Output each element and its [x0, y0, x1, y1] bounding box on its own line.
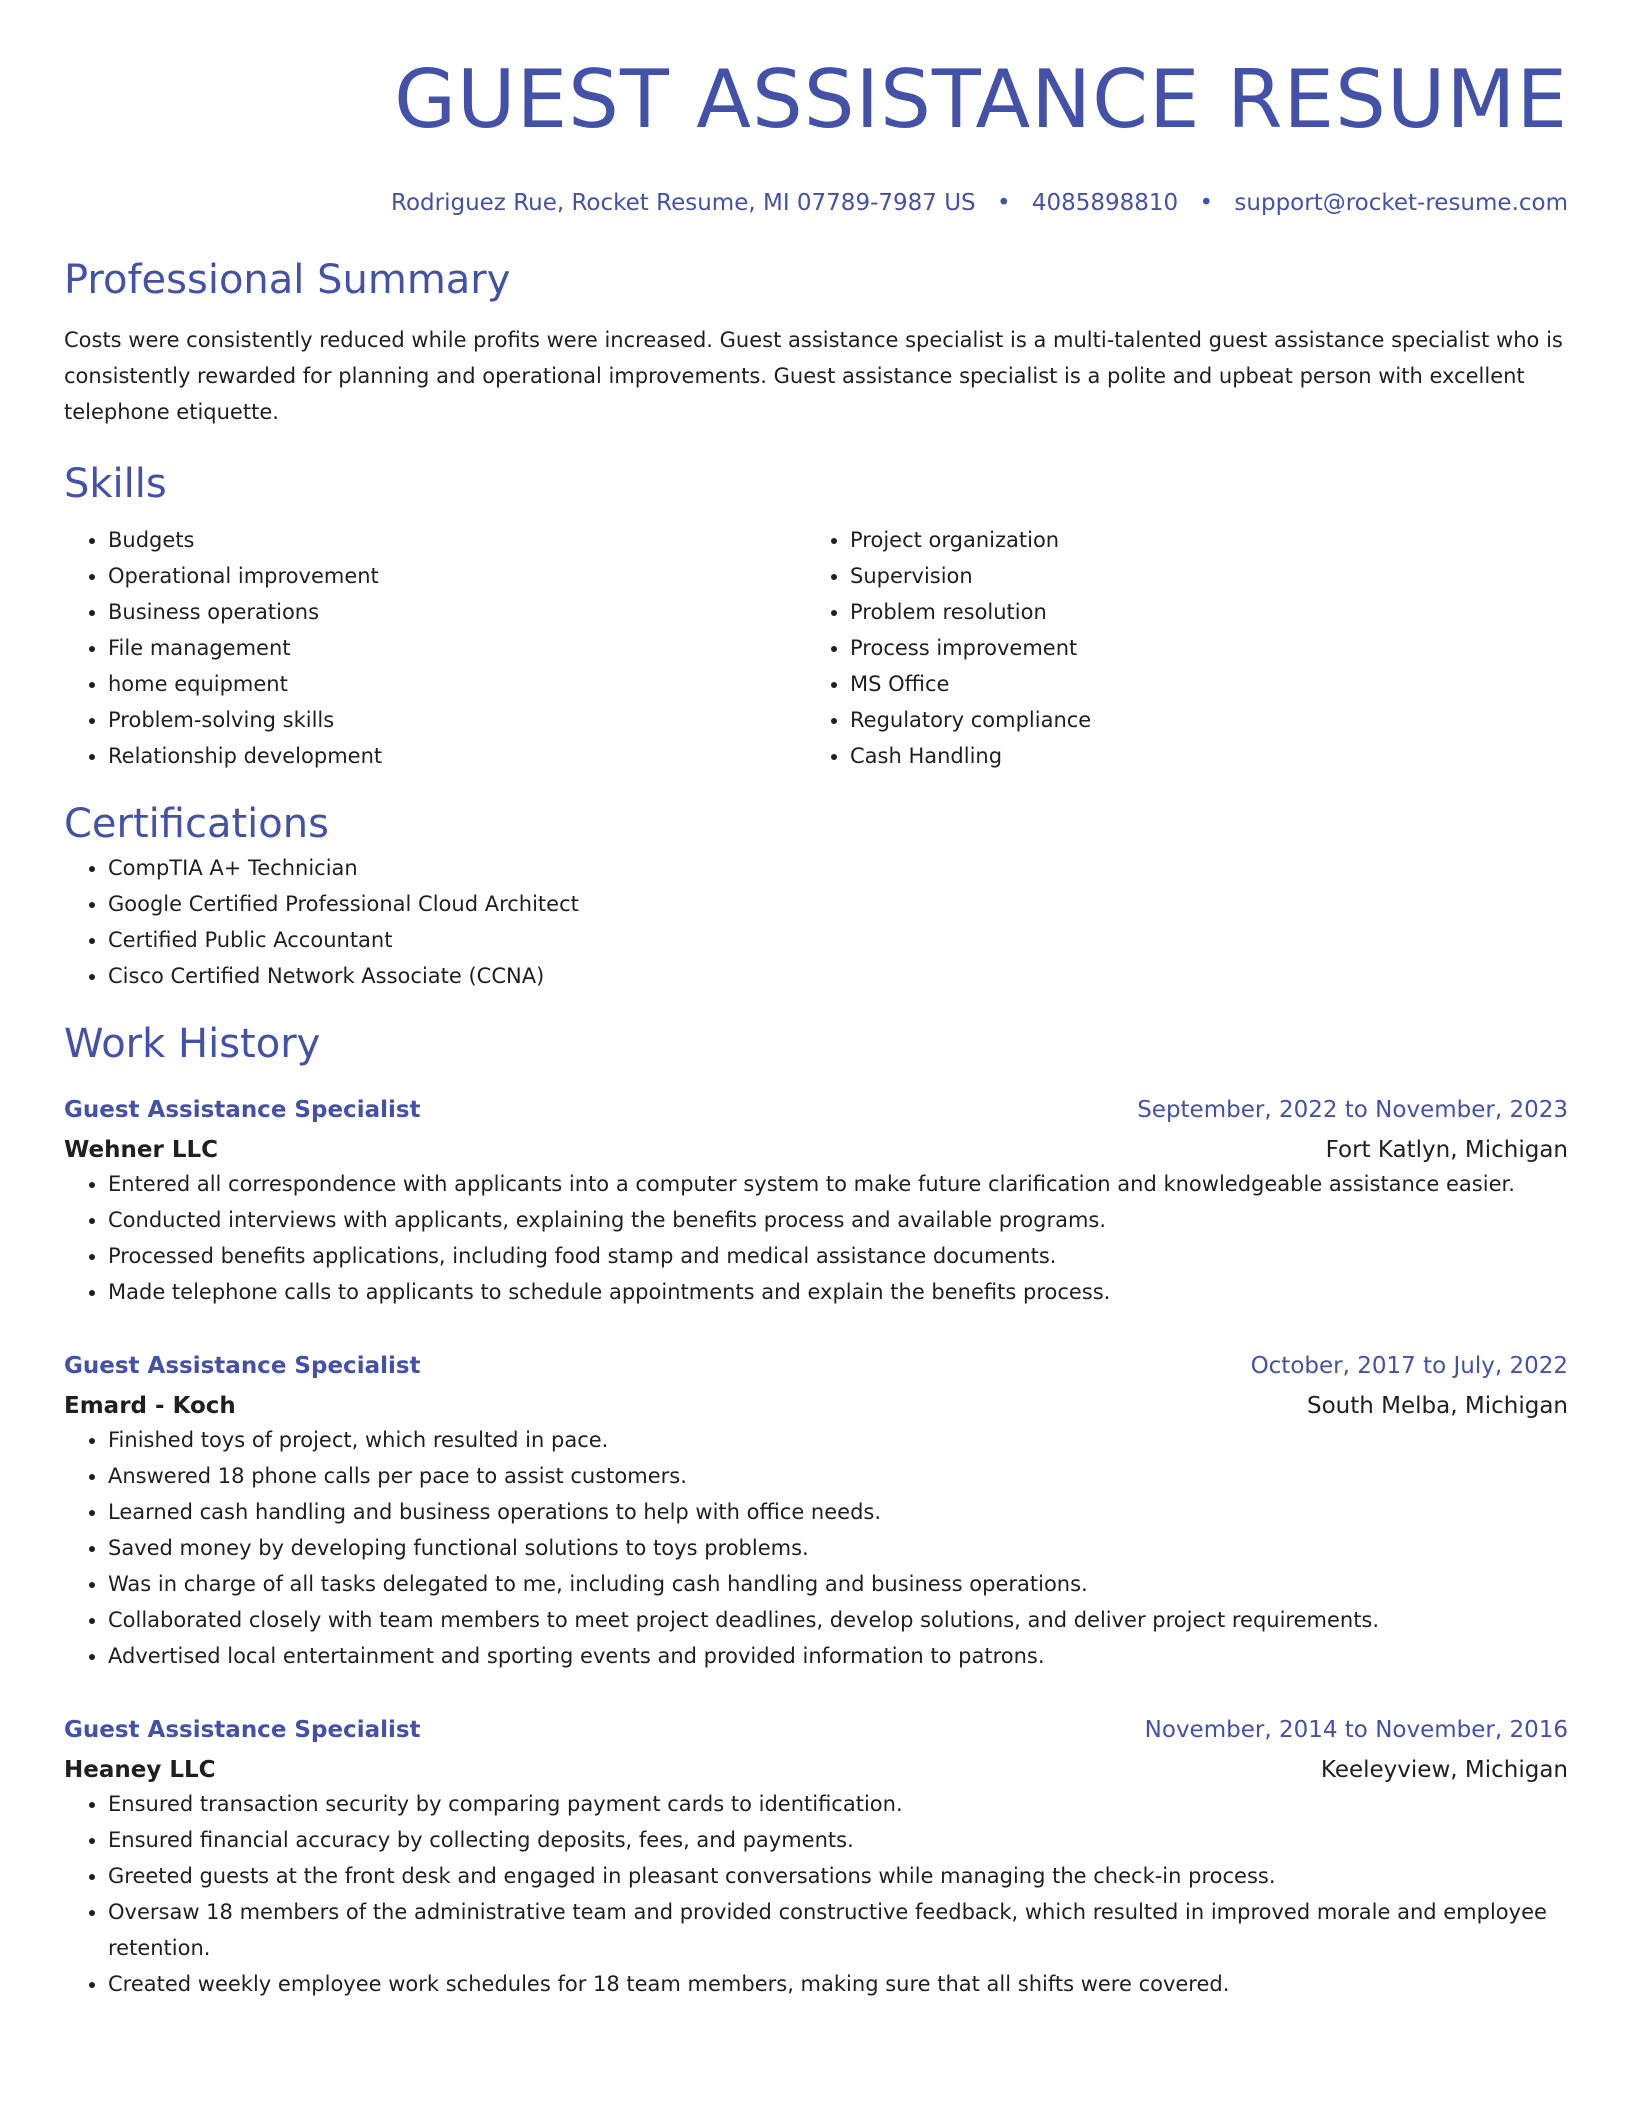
job-bullet: • Advertised local entertainment and sporting events and provided information to patrons. [108, 1638, 1568, 1674]
skills-grid [64, 522, 1568, 774]
skills-section [64, 458, 1568, 774]
job-header-row [64, 1714, 1568, 1746]
job-dates: September, 2022 to November, 2023 [1137, 1097, 1568, 1123]
job-location: South Melba, Michigan [1307, 1393, 1568, 1419]
job-title: Guest Assistance Specialist [64, 1717, 421, 1743]
skill-item: • Problem resolution [850, 594, 1548, 630]
certifications-section [64, 798, 1568, 994]
job-header-row [64, 1094, 1568, 1126]
job-entry [64, 1350, 1568, 1674]
certification-item: • Certified Public Accountant [108, 922, 1568, 958]
skill-item: • Cash Handling [850, 738, 1548, 774]
job-company: Wehner LLC [64, 1137, 219, 1163]
skill-item: • File management [108, 630, 806, 666]
job-bullet: • Greeted guests at the front desk and engaged in pleasant conversations while managing the check-in process. [108, 1858, 1568, 1894]
resume-header [64, 0, 1568, 218]
job-bullet: • Ensured financial accuracy by collecting deposits, fees, and payments. [108, 1822, 1568, 1858]
job-bullet: • Oversaw 18 members of the administrative team and provided constructive feedback, which resulted in improved morale and employee retention. [108, 1894, 1568, 1966]
job-location: Keeleyview, Michigan [1320, 1757, 1568, 1783]
job-title: Guest Assistance Specialist [64, 1097, 421, 1123]
job-company-row [64, 1134, 1568, 1166]
work-history-section [64, 1018, 1568, 2002]
certification-item: • Google Certified Professional Cloud Architect [108, 886, 1568, 922]
certification-item: • Cisco Certified Network Associate (CCNA) [108, 958, 1568, 994]
job-bullet: • Entered all correspondence with applicants into a computer system to make future clarification and knowledgeable assistance easier. [108, 1166, 1568, 1202]
skill-item: • Supervision [850, 558, 1548, 594]
skills-heading: Skills [64, 461, 167, 507]
certifications-list [64, 850, 1568, 994]
contact-address: Rodriguez Rue, Rocket Resume, MI 07789-7987 US [391, 190, 976, 216]
summary-heading: Professional Summary [64, 257, 511, 303]
skill-item: • Project organization [850, 522, 1548, 558]
contact-phone: 4085898810 [1031, 190, 1179, 216]
job-responsibilities [64, 1166, 1568, 1310]
job-bullet: • Ensured transaction security by comparing payment cards to identification. [108, 1786, 1568, 1822]
job-company-row [64, 1390, 1568, 1422]
contact-line [64, 188, 1568, 218]
job-entry [64, 1094, 1568, 1310]
skills-column-left [64, 522, 806, 774]
job-bullet: • Finished toys of project, which resulted in pace. [108, 1422, 1568, 1458]
skill-item: • Regulatory compliance [850, 702, 1548, 738]
job-responsibilities [64, 1422, 1568, 1674]
job-title: Guest Assistance Specialist [64, 1353, 421, 1379]
job-header-row [64, 1350, 1568, 1382]
contact-separator: • [1199, 190, 1214, 216]
job-company: Emard - Koch [64, 1393, 236, 1419]
job-bullet: • Conducted interviews with applicants, explaining the benefits process and available programs. [108, 1202, 1568, 1238]
job-bullet: • Processed benefits applications, including food stamp and medical assistance documents. [108, 1238, 1568, 1274]
job-dates: November, 2014 to November, 2016 [1144, 1717, 1568, 1743]
job-dates: October, 2017 to July, 2022 [1250, 1353, 1568, 1379]
work-history-heading: Work History [64, 1021, 321, 1067]
skill-item: • MS Office [850, 666, 1548, 702]
job-company-row [64, 1754, 1568, 1786]
skill-item: • home equipment [108, 666, 806, 702]
job-location: Fort Katlyn, Michigan [1325, 1137, 1568, 1163]
job-responsibilities [64, 1786, 1568, 2002]
contact-email: support@rocket-resume.com [1234, 190, 1568, 216]
professional-summary-section [64, 254, 1568, 430]
skill-item: • Problem-solving skills [108, 702, 806, 738]
job-bullet: • Collaborated closely with team members to meet project deadlines, develop solutions, and deliver project requirements. [108, 1602, 1568, 1638]
skill-item: • Relationship development [108, 738, 806, 774]
job-bullet: • Answered 18 phone calls per pace to assist customers. [108, 1458, 1568, 1494]
certification-item: • CompTIA A+ Technician [108, 850, 1568, 886]
job-entry [64, 1714, 1568, 2002]
skills-list-left [64, 522, 806, 774]
certifications-heading: Certifications [64, 801, 329, 847]
job-bullet: • Made telephone calls to applicants to schedule appointments and explain the benefits process. [108, 1274, 1568, 1310]
job-bullet: • Created weekly employee work schedules for 18 team members, making sure that all shifts were covered. [108, 1966, 1568, 2002]
skill-item: • Budgets [108, 522, 806, 558]
resume-title: GUEST ASSISTANCE RESUME [394, 53, 1568, 146]
contact-separator: • [996, 190, 1011, 216]
job-bullet: • Learned cash handling and business operations to help with office needs. [108, 1494, 1568, 1530]
job-company: Heaney LLC [64, 1757, 216, 1783]
summary-text: Costs were consistently reduced while profits were increased. Guest assistance specialist is a multi-talented guest assistance specialist who is consistently rewarded for planning and operational improvements. Guest assistance specialist is a polite and upbeat person with excellent telephone etiquette. [64, 328, 1563, 424]
skill-item: • Business operations [108, 594, 806, 630]
skill-item: • Operational improvement [108, 558, 806, 594]
skill-item: • Process improvement [850, 630, 1548, 666]
skills-list-right [806, 522, 1548, 774]
job-bullet: • Saved money by developing functional solutions to toys problems. [108, 1530, 1568, 1566]
skills-column-right [806, 522, 1548, 774]
job-bullet: • Was in charge of all tasks delegated to me, including cash handling and business operations. [108, 1566, 1568, 1602]
